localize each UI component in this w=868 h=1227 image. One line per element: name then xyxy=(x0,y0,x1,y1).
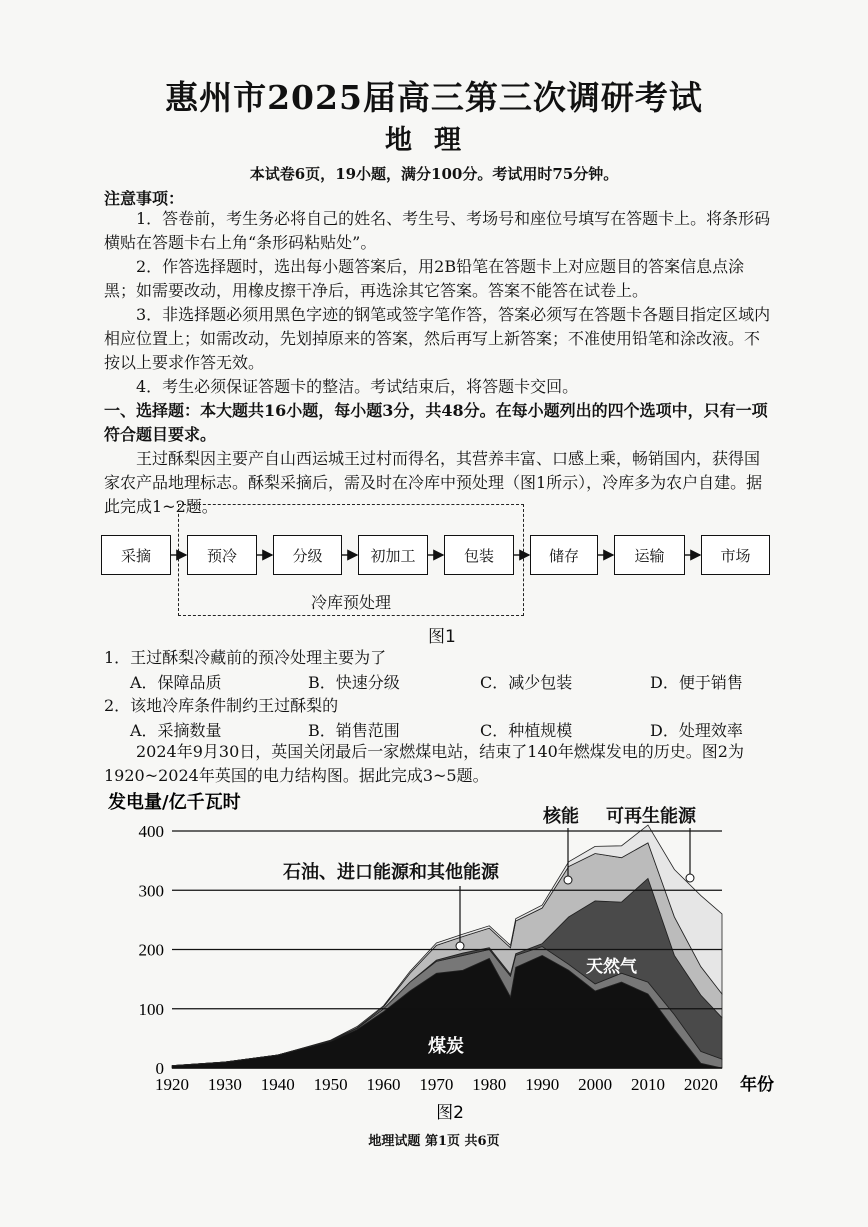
x-tick-label: 1920 xyxy=(155,1075,189,1094)
flow-step-processing: 初加工 xyxy=(358,535,428,575)
question-2-option-b: B．销售范围 xyxy=(308,721,400,740)
notes-heading: 注意事项： xyxy=(104,189,185,208)
y-tick-label: 300 xyxy=(138,881,164,901)
flow-step-packaging: 包装 xyxy=(444,535,514,575)
y-axis-label: 发电量/亿千瓦时 xyxy=(108,792,241,813)
flow-step-grading: 分级 xyxy=(273,535,342,575)
question-1-option-c: C．减少包装 xyxy=(480,673,573,692)
x-tick-label: 1960 xyxy=(366,1075,401,1094)
note-item-4: 4．考生必须保证答题卡的整洁。考试结束后，将答题卡交回。 xyxy=(136,377,579,396)
y-tick-label: 400 xyxy=(138,822,164,841)
page-footer: 地理试题 第1页 共6页 xyxy=(368,1134,500,1149)
flow-step-transport: 运输 xyxy=(614,535,685,575)
x-tick-label: 2020 xyxy=(683,1075,718,1094)
note-item-1: 1．答卷前，考生务必将自己的姓名、考生号、考场号和座位号填写在答题卡上。将条形码横贴在答题卡右上角“条形码粘贴处”。 xyxy=(104,209,771,252)
x-tick-label: 2010 xyxy=(630,1075,665,1094)
y-tick-label: 200 xyxy=(138,940,164,960)
annotation-natural-gas: 天然气 xyxy=(586,957,637,977)
x-axis-label: 年份 xyxy=(740,1075,774,1095)
flow-step-harvest: 采摘 xyxy=(101,535,171,575)
flow-step-storage: 储存 xyxy=(530,535,598,575)
question-2-option-c: C．种植规模 xyxy=(480,721,573,740)
x-tick-label: 1980 xyxy=(472,1075,507,1094)
annotation-oil-imports-other: 石油、进口能源和其他能源 xyxy=(283,862,499,883)
annotation-renewables: 可再生能源 xyxy=(606,806,696,827)
question-1-option-b: B．快速分级 xyxy=(308,673,400,692)
note-item-3: 3．非选择题必须用黑色字迹的钢笔或签字笔作答，答案必须写在答题卡各题目指定区域内相应位置上；如需改动，先划掉原来的答案，然后再写上新答案；不准使用铅笔和涂改液。不按以上要求作答无效。 xyxy=(104,305,771,372)
x-tick-label: 2000 xyxy=(578,1075,613,1094)
y-tick-label: 100 xyxy=(138,999,164,1019)
x-tick-label: 1950 xyxy=(313,1075,348,1094)
leader-dot-oil xyxy=(456,942,464,950)
annotation-coal: 煤炭 xyxy=(428,1036,464,1057)
x-tick-label: 1940 xyxy=(260,1075,295,1094)
question-1-stem: 1．王过酥梨冷藏前的预冷处理主要为了 xyxy=(104,648,387,667)
section-heading: 一、选择题：本大题共16小题，每小题3分，共48分。在每小题列出的四个选项中，只有一项符合题目要求。 xyxy=(104,401,768,444)
leader-dot-renewables xyxy=(686,874,694,882)
figure1-caption: 图1 xyxy=(428,627,456,647)
exam-title: 惠州市2025届高三第三次调研考试 xyxy=(165,78,703,117)
y-tick-label: 0 xyxy=(155,1059,164,1078)
annotation-nuclear: 核能 xyxy=(543,806,579,827)
question-2-option-a: A．采摘数量 xyxy=(130,721,222,740)
x-tick-label: 1930 xyxy=(207,1075,242,1094)
question-intro-1-2: 王过酥梨因主要产自山西运城王过村而得名，其营养丰富、口感上乘，畅销国内，获得国家农产品地理标志。酥梨采摘后，需及时在冷库中预处理（图1所示），冷库多为农户自建。据此完成1~2题。 xyxy=(104,449,763,516)
flow-step-precool: 预冷 xyxy=(187,535,257,575)
x-tick-label: 1990 xyxy=(525,1075,560,1094)
question-1-option-d: D．便于销售 xyxy=(650,673,743,692)
x-tick-label: 1970 xyxy=(419,1075,454,1094)
group-label: 冷库预处理 xyxy=(310,593,391,612)
question-intro-3-5: 2024年9月30日，英国关闭最后一家燃煤电站，结束了140年燃煤发电的历史。图2为1920~2024年英国的电力结构图。据此完成3~5题。 xyxy=(104,742,744,785)
question-2-stem: 2．该地冷库条件制约王过酥梨的 xyxy=(104,696,339,715)
exam-info: 本试卷6页，19小题，满分100分。考试用时75分钟。 xyxy=(249,165,619,183)
leader-dot-nuclear xyxy=(564,876,572,884)
question-1-option-a: A．保障品质 xyxy=(130,673,222,692)
figure2-caption: 图2 xyxy=(436,1103,464,1123)
question-2-option-d: D．处理效率 xyxy=(650,721,743,740)
subject-title: 地理 xyxy=(385,125,483,156)
note-item-2: 2．作答选择题时，选出每小题答案后，用2B铅笔在答题卡上对应题目的答案信息点涂黑；如需要改动，用橡皮擦干净后，再选涂其它答案。答案不能答在试卷上。 xyxy=(104,257,745,300)
flow-step-market: 市场 xyxy=(701,535,770,575)
